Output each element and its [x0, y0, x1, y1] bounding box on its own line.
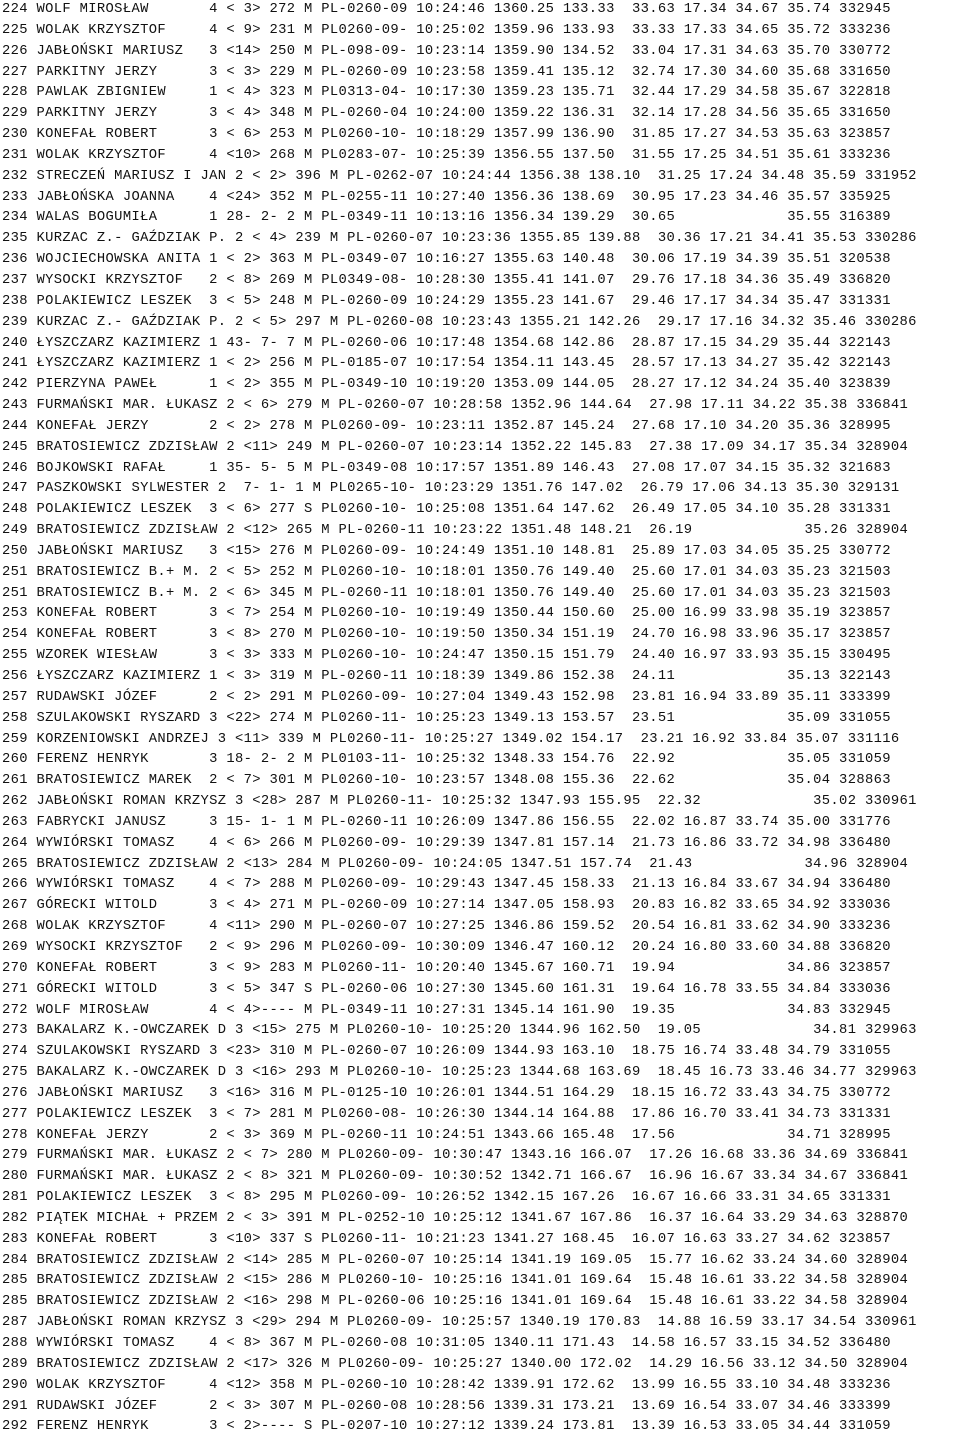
table-row: 241 ŁYSZCZARZ KAZIMIERZ 1 < 2> 256 M PL-0185-07 10:17:54 1354.11 143.45 28.57 17.13 34.27 35.42 322143: [2, 356, 891, 372]
table-row: 289 BRATOSIEWICZ ZDZISŁAW 2 <17> 326 M PL0260-09- 10:25:27 1340.00 172.02 14.29 16.56 33.12 34.50 328904: [2, 1356, 909, 1372]
table-row: 233 JABŁOŃSKA JOANNA 4 <24> 352 M PL-0255-11 10:27:40 1356.36 138.69 30.95 17.23 34.46 35.57 335925: [2, 189, 891, 205]
table-row: 279 FURMAŃSKI MAR. ŁUKASZ 2 < 7> 280 M PL0260-09- 10:30:47 1343.16 166.07 17.26 16.68 33.36 34.69 336841: [2, 1148, 909, 1164]
table-row: 288 WYWIÓRSKI TOMASZ 4 < 8> 367 M PL-0260-08 10:31:05 1340.11 171.43 14.58 16.57 33.15 34.52 336480: [2, 1336, 891, 1351]
table-row: 240 ŁYSZCZARZ KAZIMIERZ 1 43- 7- 7 M PL-0260-06 10:17:48 1354.68 142.86 28.87 17.15 34.29 35.44 322143: [2, 335, 891, 351]
table-row: 227 PARKITNY JERZY 3 < 3> 229 M PL-0260-09 10:23:58 1359.41 135.12 32.74 17.30 34.60 35.68 331650: [2, 64, 891, 80]
table-row: 266 WYWIÓRSKI TOMASZ 4 < 7> 288 M PL0260-09- 10:29:43 1347.45 158.33 21.13 16.84 33.67 34.94 336480: [2, 877, 891, 893]
table-row: 277 POLAKIEWICZ LESZEK 3 < 7> 281 M PL0260-08- 10:26:30 1344.14 164.88 17.86 16.70 33.41 34.73 331331: [2, 1106, 891, 1122]
table-row: 255 WZOREK WIESŁAW 3 < 3> 333 M PL0260-10- 10:24:47 1350.15 151.79 24.40 16.97 33.93 35.15 330495: [2, 648, 891, 664]
table-row: 253 KONEFAŁ ROBERT 3 < 7> 254 M PL0260-10- 10:19:49 1350.44 150.60 25.00 16.99 33.98 35.19 323857: [2, 606, 891, 622]
table-row: 269 WYSOCKI KRZYSZTOF 2 < 9> 296 M PL0260-09- 10:30:09 1346.47 160.12 20.24 16.80 33.60 34.88 336820: [2, 939, 891, 955]
table-row: 287 JABŁOŃSKI ROMAN KRZYSZ 3 <29> 294 M PL0260-09- 10:25:57 1340.19 170.83 14.88 16.59 33.17 34.54 330961: [2, 1315, 917, 1331]
table-row: 236 WOJCIECHOWSKA ANITA 1 < 2> 363 M PL-0349-07 10:16:27 1355.63 140.48 30.06 17.19 34.39 35.51 320538: [2, 252, 891, 268]
table-row: 242 PIERZYNA PAWEŁ 1 < 2> 355 M PL-0349-10 10:19:20 1353.09 144.05 28.27 17.12 34.24 35.40 323839: [2, 377, 891, 393]
table-row: 237 WYSOCKI KRZYSZTOF 2 < 8> 269 M PL0349-08- 10:28:30 1355.41 141.07 29.76 17.18 34.36 35.49 336820: [2, 272, 891, 288]
table-row: 264 WYWIÓRSKI TOMASZ 4 < 6> 266 M PL0260-09- 10:29:39 1347.81 157.14 21.73 16.86 33.72 34.98 336480: [2, 835, 891, 851]
table-row: 278 KONEFAŁ JERZY 2 < 3> 369 M PL-0260-11 10:24:51 1343.66 165.48 17.56 34.71 328995: [2, 1127, 891, 1143]
table-row: 261 BRATOSIEWICZ MAREK 2 < 7> 301 M PL0260-10- 10:23:57 1348.08 155.36 22.62 35.04 328863: [2, 773, 891, 789]
table-row: 251 BRATOSIEWICZ B.+ M. 2 < 6> 345 M PL-0260-11 10:18:01 1350.76 149.40 25.60 17.01 34.03 35.23 321503: [2, 585, 891, 601]
table-row: 235 KURZAC Z.- GAŹDZIAK P. 2 < 4> 239 M PL-0260-07 10:23:36 1355.85 139.88 30.36 17.21 34.41 35.53 330286: [2, 231, 917, 247]
table-row: 238 POLAKIEWICZ LESZEK 3 < 5> 248 M PL-0260-09 10:24:29 1355.23 141.67 29.46 17.17 34.34 35.47 331331: [2, 293, 891, 309]
table-row: 234 WALAS BOGUMIŁA 1 28- 2- 2 M PL-0349-11 10:13:16 1356.34 139.29 30.65 35.55 316389: [2, 210, 891, 226]
table-row: 285 BRATOSIEWICZ ZDZISŁAW 2 <15> 286 M PL0260-10- 10:25:16 1341.01 169.64 15.48 16.61 33.22 34.58 328904: [2, 1273, 909, 1289]
table-row: 281 POLAKIEWICZ LESZEK 3 < 8> 295 M PL0260-09- 10:26:52 1342.15 167.26 16.67 16.66 33.31 34.65 331331: [2, 1190, 891, 1206]
table-row: 271 GÓRECKI WITOLD 3 < 5> 347 S PL-0260-06 10:27:30 1345.60 161.31 19.64 16.78 33.55 34.84 333036: [2, 981, 891, 997]
table-row: 259 KORZENIOWSKI ANDRZEJ 3 <11> 339 M PL0260-11- 10:25:27 1349.02 154.17 23.21 16.92 33.84 35.07 331116: [2, 731, 900, 747]
table-row: 230 KONEFAŁ ROBERT 3 < 6> 253 M PL0260-10- 10:18:29 1357.99 136.90 31.85 17.27 34.53 35.63 323857: [2, 127, 891, 143]
table-row: 249 BRATOSIEWICZ ZDZISŁAW 2 <12> 265 M PL-0260-11 10:23:22 1351.48 148.21 26.19 35.26 328904: [2, 523, 909, 539]
table-row: 280 FURMAŃSKI MAR. ŁUKASZ 2 < 8> 321 M PL0260-09- 10:30:52 1342.71 166.67 16.96 16.67 33.34 34.67 336841: [2, 1169, 909, 1185]
table-row: 275 BAKALARZ K.-OWCZAREK D 3 <16> 293 M PL0260-10- 10:25:23 1344.68 163.69 18.45 16.73 33.46 34.77 329963: [2, 1065, 917, 1081]
table-row: 229 PARKITNY JERZY 3 < 4> 348 M PL-0260-04 10:24:00 1359.22 136.31 32.14 17.28 34.56 35.65 331650: [2, 106, 891, 122]
table-row: 245 BRATOSIEWICZ ZDZISŁAW 2 <11> 249 M PL-0260-07 10:23:14 1352.22 145.83 27.38 17.09 34.17 35.34 328904: [2, 439, 909, 455]
table-row: 254 KONEFAŁ ROBERT 3 < 8> 270 M PL0260-10- 10:19:50 1350.34 151.19 24.70 16.98 33.96 35.17 323857: [2, 627, 891, 643]
table-row: 257 RUDAWSKI JÓZEF 2 < 2> 291 M PL0260-09- 10:27:04 1349.43 152.98 23.81 16.94 33.89 35.11 333399: [2, 689, 891, 705]
table-row: 270 KONEFAŁ ROBERT 3 < 9> 283 M PL0260-11- 10:20:40 1345.67 160.71 19.94 34.86 323857: [2, 960, 891, 976]
table-row: 256 ŁYSZCZARZ KAZIMIERZ 1 < 3> 319 M PL-0260-11 10:18:39 1349.86 152.38 24.11 35.13 322143: [2, 669, 891, 684]
table-row: 290 WOLAK KRZYSZTOF 4 <12> 358 M PL-0260-10 10:28:42 1339.91 172.62 13.99 16.55 33.10 34.48 333236: [2, 1377, 891, 1393]
table-row: 291 RUDAWSKI JÓZEF 2 < 3> 307 M PL-0260-08 10:28:56 1339.31 173.21 13.69 16.54 33.07 34.46 333399: [2, 1398, 891, 1414]
table-row: 246 BOJKOWSKI RAFAŁ 1 35- 5- 5 M PL-0349-08 10:17:57 1351.89 146.43 27.08 17.07 34.15 35.32 321683: [2, 460, 891, 476]
table-row: 231 WOLAK KRZYSZTOF 4 <10> 268 M PL0283-07- 10:25:39 1356.55 137.50 31.55 17.25 34.51 35.61 333236: [2, 147, 891, 163]
table-row: 262 JABŁOŃSKI ROMAN KRZYSZ 3 <28> 287 M PL0260-11- 10:25:32 1347.93 155.95 22.32 35.02 330961: [2, 794, 917, 810]
table-row: 250 JABŁOŃSKI MARIUSZ 3 <15> 276 M PL0260-09- 10:24:49 1351.10 148.81 25.89 17.03 34.05 35.25 330772: [2, 543, 891, 559]
table-row: 239 KURZAC Z.- GAŹDZIAK P. 2 < 5> 297 M PL-0260-08 10:23:43 1355.21 142.26 29.17 17.16 34.32 35.46 330286: [2, 314, 917, 330]
table-row: 285 BRATOSIEWICZ ZDZISŁAW 2 <16> 298 M PL-0260-06 10:25:16 1341.01 169.64 15.48 16.61 33.22 34.58 328904: [2, 1294, 909, 1310]
table-row: 260 FERENZ HENRYK 3 18- 2- 2 M PL0103-11- 10:25:32 1348.33 154.76 22.92 35.05 331059: [2, 752, 891, 768]
table-row: 282 PIĄTEK MICHAŁ + PRZEM 2 < 3> 391 M PL-0252-10 10:25:12 1341.67 167.86 16.37 16.64 33.29 34.63 328870: [2, 1210, 909, 1226]
table-row: 267 GÓRECKI WITOLD 3 < 4> 271 M PL-0260-09 10:27:14 1347.05 158.93 20.83 16.82 33.65 34.92 333036: [2, 898, 891, 914]
table-row: 228 PAWLAK ZBIGNIEW 1 < 4> 323 M PL0313-04- 10:17:30 1359.23 135.71 32.44 17.29 34.58 35.67 322818: [2, 85, 891, 101]
table-row: 226 JABŁOŃSKI MARIUSZ 3 <14> 250 M PL-098-09- 10:23:14 1359.90 134.52 33.04 17.31 34.63 35.70 330772: [2, 43, 891, 59]
table-row: 225 WOLAK KRZYSZTOF 4 < 9> 231 M PL0260-09- 10:25:02 1359.96 133.93 33.33 17.33 34.65 35.72 333236: [2, 22, 891, 38]
table-row: 272 WOLF MIROSŁAW 4 < 4>---- M PL-0349-11 10:27:31 1345.14 161.90 19.35 34.83 332945: [2, 1002, 891, 1018]
table-row: 276 JABŁOŃSKI MARIUSZ 3 <16> 316 M PL-0125-10 10:26:01 1344.51 164.29 18.15 16.72 33.43 34.75 330772: [2, 1085, 891, 1101]
table-row: 268 WOLAK KRZYSZTOF 4 <11> 290 M PL-0260-07 10:27:25 1346.86 159.52 20.54 16.81 33.62 34.90 333236: [2, 919, 891, 935]
table-row: 274 SZULAKOWSKI RYSZARD 3 <23> 310 M PL-0260-07 10:26:09 1344.93 163.10 18.75 16.74 33.48 34.79 331055: [2, 1044, 891, 1060]
table-row: 248 POLAKIEWICZ LESZEK 3 < 6> 277 S PL0260-10- 10:25:08 1351.64 147.62 26.49 17.05 34.10 35.28 331331: [2, 502, 891, 518]
table-row: 258 SZULAKOWSKI RYSZARD 3 <22> 274 M PL0260-11- 10:25:23 1349.13 153.57 23.51 35.09 331055: [2, 710, 891, 726]
table-row: 251 BRATOSIEWICZ B.+ M. 2 < 5> 252 M PL0260-10- 10:18:01 1350.76 149.40 25.60 17.01 34.03 35.23 321503: [2, 564, 891, 580]
table-row: 243 FURMAŃSKI MAR. ŁUKASZ 2 < 6> 279 M PL-0260-07 10:28:58 1352.96 144.64 27.98 17.11 34.22 35.38 336841: [2, 398, 909, 414]
table-row: 224 WOLF MIROSŁAW 4 < 3> 272 M PL-0260-09 10:24:46 1360.25 133.33 33.63 17.34 34.67 35.74 332945: [2, 2, 891, 17]
table-row: 284 BRATOSIEWICZ ZDZISŁAW 2 <14> 285 M PL-0260-07 10:25:14 1341.19 169.05 15.77 16.62 33.24 34.60 328904: [2, 1252, 909, 1268]
table-row: 232 STRECZEŃ MARIUSZ I JAN 2 < 2> 396 M PL-0262-07 10:24:44 1356.38 138.10 31.25 17.24 34.48 35.59 331952: [2, 168, 917, 184]
table-row: 247 PASZKOWSKI SYLWESTER 2 7- 1- 1 M PL0265-10- 10:23:29 1351.76 147.02 26.79 17.06 34.13 35.30 329131: [2, 481, 900, 497]
table-row: 265 BRATOSIEWICZ ZDZISŁAW 2 <13> 284 M PL0260-09- 10:24:05 1347.51 157.74 21.43 34.96 328904: [2, 856, 909, 872]
table-row: 263 FABRYCKI JANUSZ 3 15- 1- 1 M PL-0260-11 10:26:09 1347.86 156.55 22.02 16.87 33.74 35.00 331776: [2, 814, 891, 830]
table-row: 283 KONEFAŁ ROBERT 3 <10> 337 S PL0260-11- 10:21:23 1341.27 168.45 16.07 16.63 33.27 34.62 323857: [2, 1231, 891, 1247]
table-row: 244 KONEFAŁ JERZY 2 < 2> 278 M PL0260-09- 10:23:11 1352.87 145.24 27.68 17.10 34.20 35.36 328995: [2, 418, 891, 434]
table-row: 292 FERENZ HENRYK 3 < 2>---- S PL-0207-10 10:27:12 1339.24 173.81 13.39 16.53 33.05 34.44 331059: [2, 1419, 891, 1435]
table-row: 273 BAKALARZ K.-OWCZAREK D 3 <15> 275 M PL0260-10- 10:25:20 1344.96 162.50 19.05 34.81 329963: [2, 1023, 917, 1039]
